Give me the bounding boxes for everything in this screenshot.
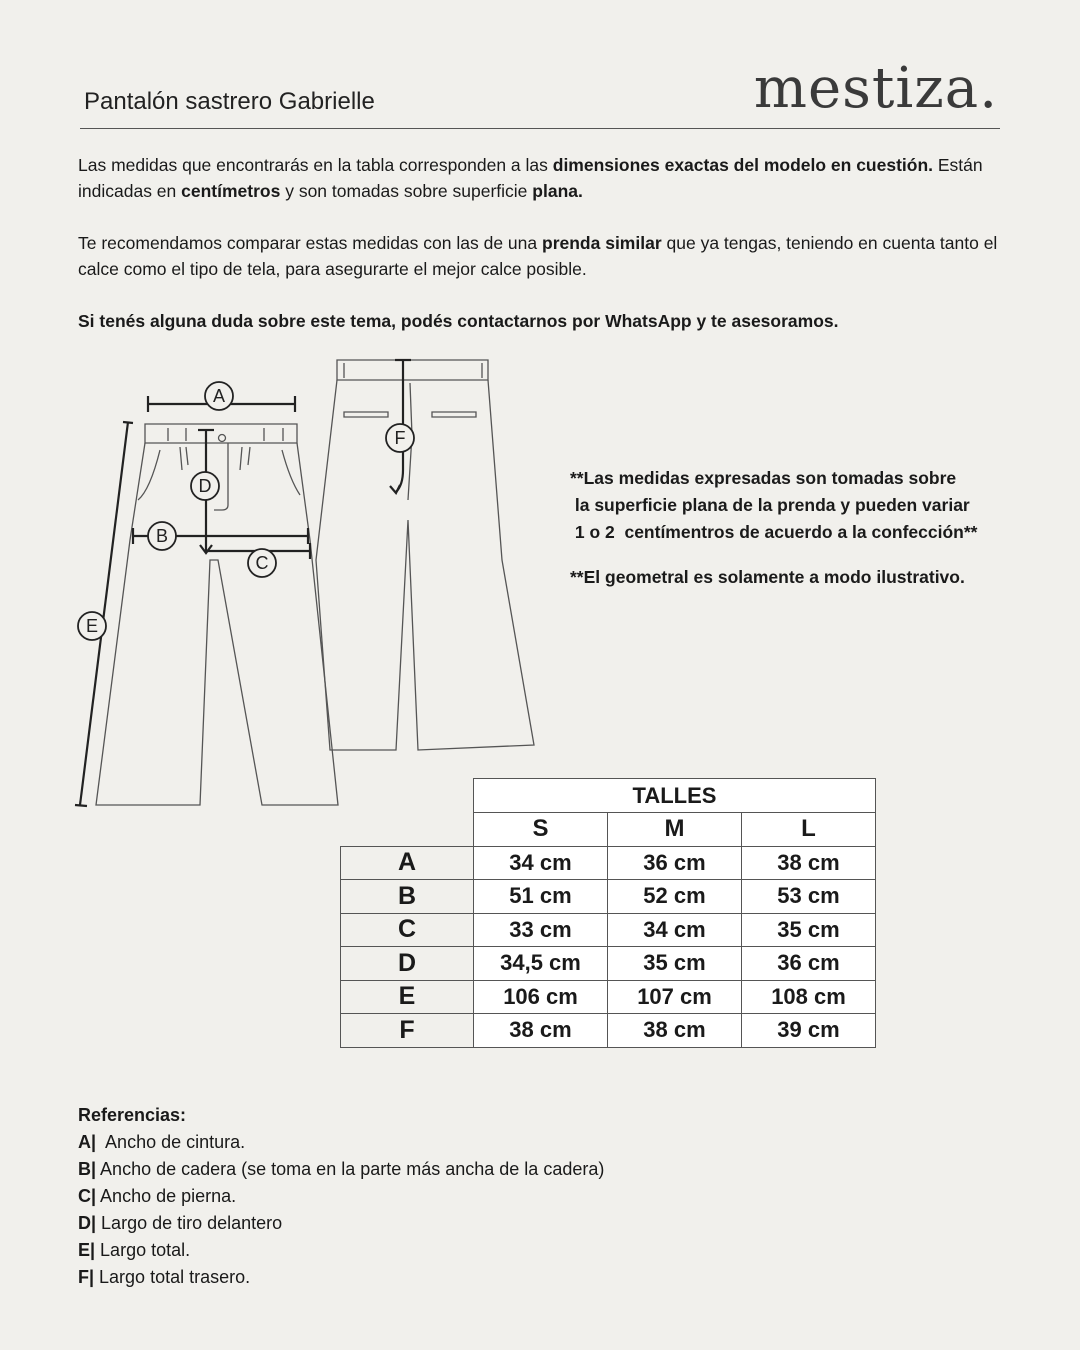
table-cell: 35 cm	[742, 913, 876, 947]
table-cell: 53 cm	[742, 880, 876, 914]
table-corner	[341, 813, 474, 847]
table-row	[341, 980, 876, 1014]
intro-text: Te recomendamos comparar estas medidas con las de una	[78, 233, 542, 253]
row-label: B	[341, 880, 474, 914]
intro-text: Están indicadas en	[78, 155, 983, 201]
references-list	[78, 1102, 604, 1291]
ref-text: Largo de tiro delantero	[96, 1213, 283, 1233]
table-row	[341, 846, 876, 880]
diagram-label-a: A	[212, 386, 226, 406]
table-cell: 38 cm	[742, 846, 876, 880]
table-cell: 34,5 cm	[474, 947, 608, 981]
diagram-label-b: B	[155, 526, 169, 546]
page-title: Pantalón sastrero Gabrielle	[84, 88, 375, 115]
note-line: 1 o 2 centímentros de acuerdo a la confección**	[570, 522, 978, 542]
list-item	[78, 1129, 604, 1156]
size-header: S	[474, 813, 608, 847]
table-cell: 36 cm	[742, 947, 876, 981]
ref-key: F|	[78, 1267, 95, 1287]
ref-text: Ancho de cadera (se toma en la parte más ancha de la cadera)	[96, 1159, 605, 1179]
ref-key: E|	[78, 1240, 96, 1260]
header-divider	[80, 128, 1000, 129]
list-item	[78, 1210, 604, 1237]
references-title: Referencias:	[78, 1105, 187, 1125]
table-corner	[341, 779, 474, 813]
ref-key: D|	[78, 1213, 97, 1233]
row-label: C	[341, 913, 474, 947]
ref-text: Largo total trasero.	[94, 1267, 251, 1287]
diagram-label-e: E	[85, 616, 99, 636]
size-header: M	[608, 813, 742, 847]
list-item	[78, 1237, 604, 1264]
pants-technical-drawing	[0, 340, 560, 820]
contact-note: Si tenés alguna duda sobre este tema, podés contactarnos por WhatsApp y te asesoramos.	[78, 311, 839, 331]
note-line: la superficie plana de la prenda y pueden variar	[570, 495, 970, 515]
intro-text-bold: plana.	[532, 181, 583, 201]
table-cell: 51 cm	[474, 880, 608, 914]
table-cell: 33 cm	[474, 913, 608, 947]
intro-text-bold: centímetros	[181, 181, 281, 201]
table-cell: 34 cm	[474, 846, 608, 880]
size-header: L	[742, 813, 876, 847]
ref-text: Ancho de pierna.	[96, 1186, 237, 1206]
list-item	[78, 1156, 604, 1183]
row-label: A	[341, 846, 474, 880]
row-label: D	[341, 947, 474, 981]
diagram-label-c: C	[255, 553, 269, 573]
list-item	[78, 1264, 604, 1291]
list-item	[78, 1183, 604, 1210]
ref-text: Largo total.	[95, 1240, 191, 1260]
table-cell: 35 cm	[608, 947, 742, 981]
diagram-label-d: D	[198, 476, 212, 496]
note-line: **El geometral es solamente a modo ilustrativo.	[570, 567, 965, 587]
row-label: F	[341, 1014, 474, 1048]
intro-text: Las medidas que encontrarás en la tabla corresponden a las	[78, 155, 553, 175]
ref-key: C|	[78, 1186, 97, 1206]
intro-paragraph-2	[78, 230, 1038, 282]
measurement-notes	[570, 465, 978, 591]
table-cell: 38 cm	[608, 1014, 742, 1048]
note-line: **Las medidas expresadas son tomadas sobre	[570, 468, 957, 488]
table-cell: 34 cm	[608, 913, 742, 947]
intro-text-bold: dimensiones exactas del modelo en cuestión.	[552, 155, 934, 175]
diagram-label-f: F	[394, 428, 406, 448]
row-label: E	[341, 980, 474, 1014]
intro-text: que ya tengas, teniendo en cuenta tanto el calce como el tipo de tela, para asegurarte el mejor calce posible.	[78, 233, 998, 279]
table-cell: 52 cm	[608, 880, 742, 914]
ref-key: A|	[78, 1132, 97, 1152]
intro-text: y son tomadas sobre superficie	[280, 181, 533, 201]
table-cell: 106 cm	[474, 980, 608, 1014]
table-cell: 36 cm	[608, 846, 742, 880]
intro-paragraph-1	[78, 152, 1018, 204]
table-cell: 107 cm	[608, 980, 742, 1014]
table-row	[341, 1014, 876, 1048]
table-cell: 108 cm	[742, 980, 876, 1014]
brand-logo: mestiza.	[753, 56, 998, 121]
table-cell: 38 cm	[474, 1014, 608, 1048]
size-table	[340, 778, 876, 1048]
ref-text: Ancho de cintura.	[96, 1132, 246, 1152]
table-row	[341, 880, 876, 914]
table-row	[341, 947, 876, 981]
ref-key: B|	[78, 1159, 97, 1179]
intro-text-bold: prenda similar	[542, 233, 662, 253]
table-row	[341, 913, 876, 947]
table-cell: 39 cm	[742, 1014, 876, 1048]
table-title: TALLES	[474, 779, 876, 813]
